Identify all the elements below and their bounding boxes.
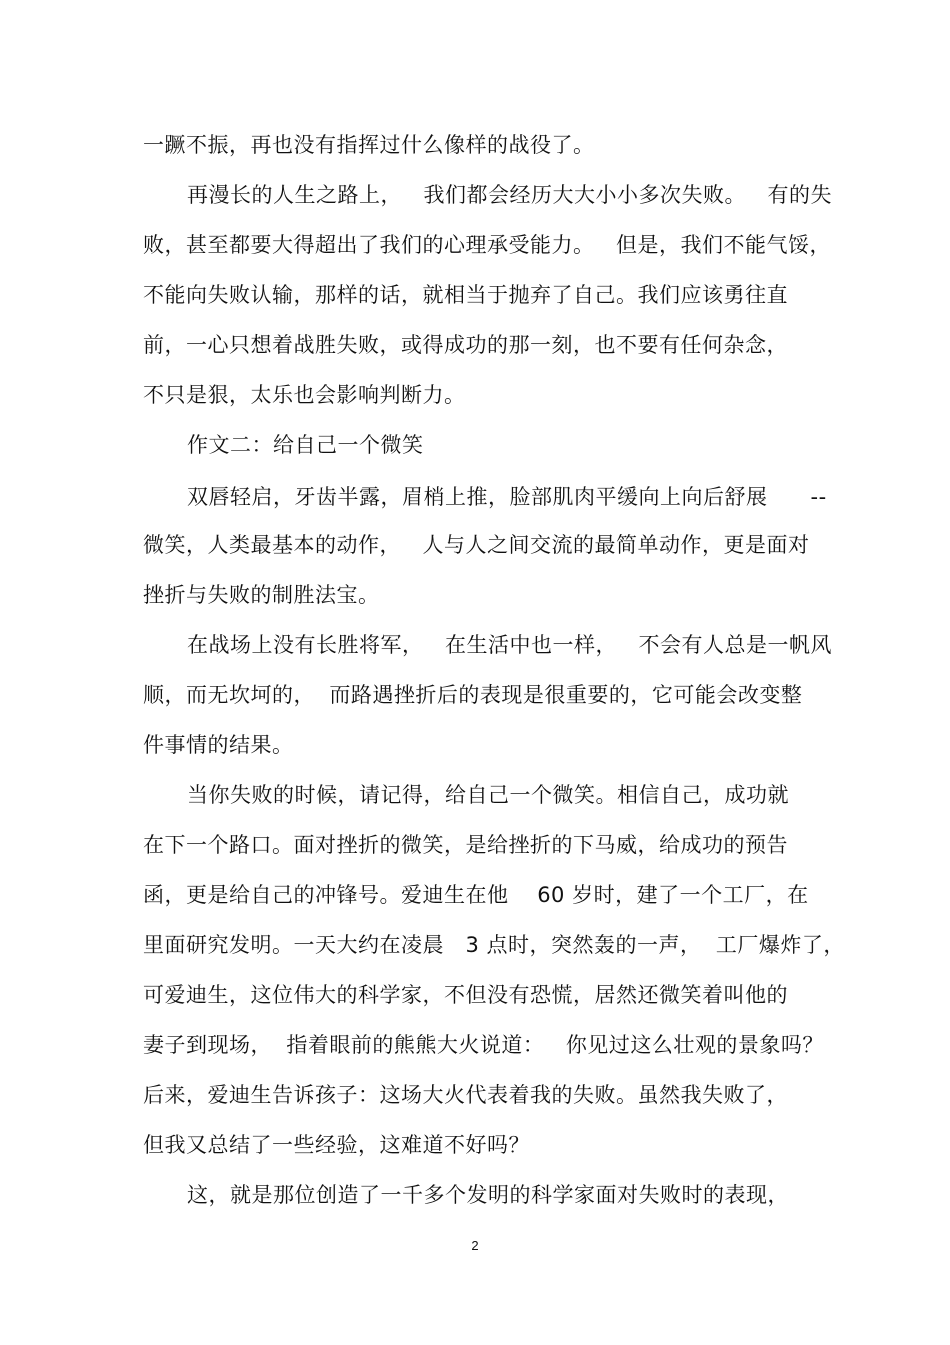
text-line: 微笑，人类最基本的动作， 人与人之间交流的最简单动作，更是面对: [143, 533, 810, 557]
text-line: 再漫长的人生之路上， 我们都会经历大大小小多次失败。 有的失: [187, 183, 833, 207]
text-line: 妻子到现场， 指着眼前的熊熊大火说道： 你见过这么壮观的景象吗？: [143, 1033, 824, 1057]
text-line: 一蹶不振，再也没有指挥过什么像样的战役了。: [143, 133, 595, 157]
text-line: 挫折与失败的制胜法宝。: [143, 583, 380, 607]
text-line: 里面研究发明。一天大约在凌晨 3 点时，突然轰的一声， 工厂爆炸了，: [143, 933, 845, 957]
section-heading: 作文二：给自己一个微笑: [187, 433, 424, 457]
text-line: 但我又总结了一些经验，这难道不好吗？: [143, 1133, 530, 1157]
text-line: 双唇轻启，牙齿半露，眉梢上推，脸部肌肉平缓向上向后舒展 --: [187, 485, 827, 509]
text-line: 顺，而无坎坷的， 而路遇挫折后的表现是很重要的，它可能会改变整: [143, 683, 803, 707]
text-line: 当你失败的时候，请记得，给自己一个微笑。相信自己，成功就: [187, 783, 789, 807]
page-number: 2: [471, 1238, 479, 1253]
text-line: 件事情的结果。: [143, 733, 294, 757]
text-line: 不只是狠，太乐也会影响判断力。: [143, 383, 466, 407]
text-line: 这，就是那位创造了一千多个发明的科学家面对失败时的表现，: [187, 1183, 789, 1207]
text-line: 前，一心只想着战胜失败，或得成功的那一刻，也不要有任何杂念，: [143, 333, 788, 357]
text-line: 可爱迪生，这位伟大的科学家，不但没有恐慌，居然还微笑着叫他的: [143, 983, 788, 1007]
text-line: 败，甚至都要大得超出了我们的心理承受能力。 但是，我们不能气馁，: [143, 233, 832, 257]
text-line: 在下一个路口。面对挫折的微笑，是给挫折的下马威，给成功的预告: [143, 833, 788, 857]
text-line: 在战场上没有长胜将军， 在生活中也一样， 不会有人总是一帆风: [187, 633, 833, 657]
text-line: 不能向失败认输，那样的话，就相当于抛弃了自己。我们应该勇往直: [143, 283, 788, 307]
text-line: 后来，爱迪生告诉孩子：这场大火代表着我的失败。虽然我失败了，: [143, 1083, 788, 1107]
text-line: 函，更是给自己的冲锋号。爱迪生在他 60 岁时，建了一个工厂，在: [143, 883, 809, 907]
